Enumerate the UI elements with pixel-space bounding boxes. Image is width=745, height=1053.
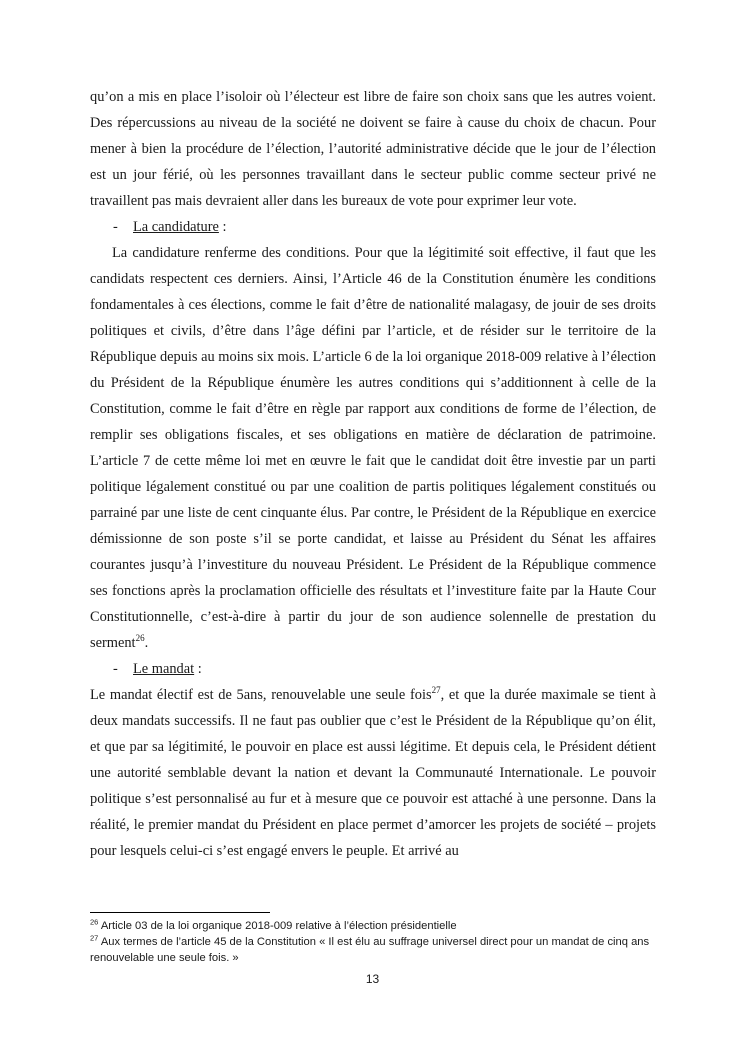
paragraph-text: La candidature renferme des conditions. Pour que la légitimité soit effective, il faut que les candidats respectent ces derniers. Ainsi, l’Article 46 de la Constitution énumère les conditions fondamentales à ces élections, comme le fait d’être de nationalité malagasy, de jouir de ses droits politiques et civils, d’être dans l’âge défini par l’article, et de résider sur le territoire de la République depuis au moins six mois. L’article 6 de la loi organique 2018-009 relative à l’élection du Président de la République énumère les autres conditions qui s’additionnent à celle de la Constitution, comme le fait d’être en règle par rapport aux conditions de forme de l’élection, de remplir ses obligations fiscales, et ses obligations en matière de déclaration de patrimoine. L’article 7 de cette même loi met en œuvre le fait que le candidat doit être investie par un parti politique légalement constitué ou par une coalition de partis politiques légalement constitués ou parrainé par une liste de cent cinquante élus. Par contre, le Président de la République en exercice démissionne de son poste s’il se porte candidat, et laisse au Président du Sénat les affaires courantes jusqu’à l’investiture du nouveau Président. Le Président de la République commence ses fonctions après la proclamation officielle des résultats et l’investiture faite par la Haute Cour Constitutionnelle, c’est-à-dire à partir du jour de son audience solennelle de prestation du serment (90, 245, 656, 651)
paragraph-mandat (90, 682, 656, 864)
footnote-text: Article 03 de la loi organique 2018-009 relative à l’élection présidentielle (98, 920, 457, 932)
footnote-number: 27 (90, 933, 99, 943)
footnote-number: 26 (90, 917, 99, 927)
bullet-mandat (90, 656, 656, 682)
footnotes (90, 918, 656, 966)
heading-mandat: Le mandat (133, 661, 195, 677)
footnote-text: Aux termes de l’article 45 de la Constitution « Il est élu au suffrage universel direct pour un mandat de cinq ans renouvelable une seule fois. » (90, 936, 650, 964)
footnote-27 (90, 934, 656, 966)
heading-suffix: : (218, 219, 227, 235)
bullet-dash: - (113, 219, 118, 235)
footnote-26 (90, 918, 656, 934)
bullet-candidature (90, 214, 656, 240)
page-number: 13 (365, 972, 380, 986)
paragraph-text: , et que la durée maximale se tient à deux mandats successifs. Il ne faut pas oublier que c’est le Président de la République qu’on élit, et que par sa légitimité, le pouvoir en place est aussi légitime. Et depuis cela, le Président détient une autorité semblable devant la nation et devant la Communauté Internationale. Le pouvoir politique s’est personnalisé au fur et à mesure que ce pouvoir est attaché à une personne. Dans la réalité, le premier mandat du Président en place permet d’amorcer les projets de société – projets pour lesquels celui-ci s’est engagé envers le peuple. Et arrivé au (90, 687, 657, 859)
page-body (90, 84, 656, 864)
footnote-separator (90, 912, 270, 913)
footnote-ref-27[interactable]: 27 (431, 685, 441, 696)
paragraph-candidature (90, 240, 656, 656)
bullet-dash: - (113, 661, 118, 677)
paragraph-text: Le mandat électif est de 5ans, renouvelable une seule fois (90, 687, 432, 703)
heading-suffix: : (194, 661, 202, 677)
heading-candidature: La candidature (133, 219, 219, 235)
footnote-ref-26[interactable]: 26 (135, 633, 145, 644)
paragraph-end: . (144, 635, 149, 651)
paragraph-isoloir: qu’on a mis en place l’isoloir où l’électeur est libre de faire son choix sans que les autres voient. Des répercussions au niveau de la société ne doivent se faire à cause du choix de chacun. Pour mener à bien la procédure de l’élection, l’autorité administrative décide que le jour de l’élection est un jour férié, où les personnes travaillant dans le secteur public comme secteur privé ne travaillent pas mais devraient aller dans les bureaux de vote pour exprimer leur vote. (90, 89, 656, 209)
